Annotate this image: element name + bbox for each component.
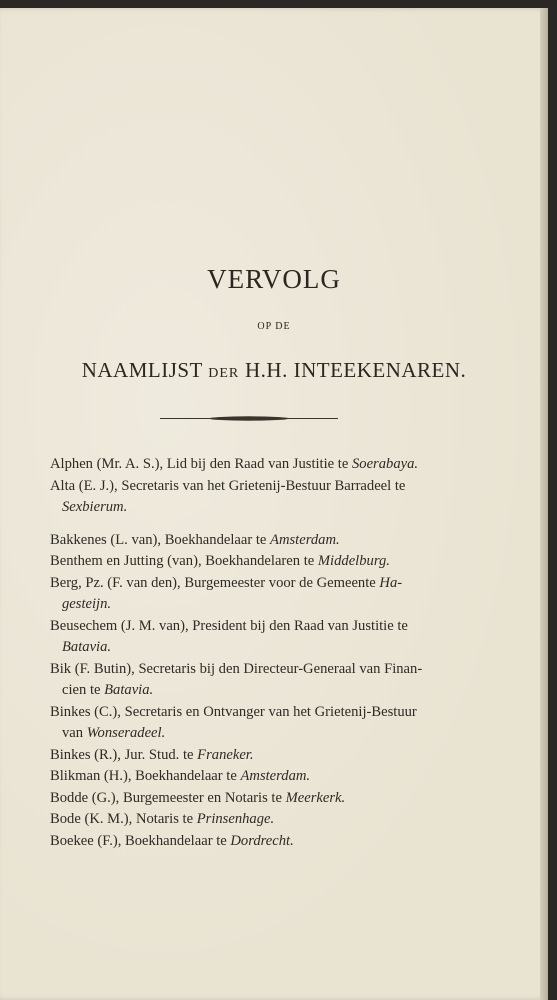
entry-place: Batavia. [104,682,154,698]
entry-name: Binkes (R.) [50,746,118,763]
page-title: VERVOLG [207,264,341,294]
entry-description: , Boekhandelaar te [157,531,271,548]
entry-continuation [50,723,440,745]
entry-name: Binkes (C.) [50,703,118,720]
list-item [50,831,440,853]
list-heading-part-c: H.H. INTEEKENAREN. [245,358,467,382]
paper-sheet [0,8,548,1000]
entry-place: gesteijn. [62,596,112,612]
entry-description-cont: van [62,725,87,741]
entry-description: , Boekhandelaren te [197,553,318,569]
list-item [50,745,440,767]
entry-place: Batavia. [62,639,112,655]
entry-place-hyphenated: Ha- [379,574,403,591]
entry-name: Berg, Pz. (F. van den) [50,574,178,591]
entry-name: Alta (E. J.) [50,477,115,494]
entry-description: , Boekhandelaar te [127,768,241,784]
list-heading-part-a: NAAMLIJST [81,358,203,382]
entry-description: , Jur. Stud. te [117,746,198,763]
entry-description: , Notaris te [128,811,197,827]
entry-place: Amsterdam. [240,768,311,784]
entry-description: , Boekhandelaar te [117,832,231,849]
entry-name: Bode (K. M.) [50,811,129,827]
subscriber-list [50,454,440,852]
page-subtitle: OP DE [257,321,291,332]
entry-description: , Secretaris bij den Directeur-Generaal van Finan- [131,660,423,677]
entry-name: Blikman (H.) [50,768,128,784]
entry-place: Soerabaya. [351,456,419,472]
entry-place: Meerkerk. [285,789,346,806]
list-item [50,454,440,476]
list-item [50,788,440,810]
list-item [50,530,440,552]
entry-place: Middelburg. [317,553,390,569]
entry-name: Bakkenes (L. van) [50,531,158,548]
entry-name: Alphen (Mr. A. S.) [50,456,160,472]
entry-description: , President bij den Raad van Justitie te [184,617,408,634]
ornamental-rule [160,416,338,421]
entry-place: Amsterdam. [270,531,340,548]
list-item [50,551,440,573]
entry-place: Wonseradeel. [86,725,166,741]
entry-description: , Burgemeester voor de Gemeente [177,574,380,591]
list-item [50,766,440,788]
list-item [50,476,440,519]
group-spacer [50,519,440,530]
list-item [50,616,440,659]
list-item [50,659,440,702]
entry-description-cont: cien te [62,682,105,698]
list-heading-part-b: DER [208,366,240,381]
list-item [50,573,440,616]
entry-description: , Secretaris van het Grietenij-Bestuur Barradeel te [114,477,406,494]
list-item [50,702,440,745]
entry-place: Franeker. [197,746,254,763]
list-heading [0,358,548,383]
entry-description: , Secretaris en Ontvanger van het Grietenij-Bestuur [117,703,417,720]
entry-name: Beusechem (J. M. van) [50,617,185,634]
list-item [50,809,440,831]
entry-name: Benthem en Jutting (van) [50,553,198,569]
entry-name: Bodde (G.) [50,789,116,806]
page-edge [540,8,548,1000]
entry-place: Prinsenhage. [196,811,275,827]
entry-name: Boekee (F.) [50,832,118,849]
entry-name: Bik (F. Butin) [50,660,132,677]
entry-description: , Lid bij den Raad van Justitie te [159,456,352,472]
entry-place: Dordrecht. [230,832,294,849]
entry-place: Sexbierum. [62,499,128,515]
entry-description: , Burgemeester en Notaris te [115,789,286,806]
entry-continuation [50,680,440,702]
